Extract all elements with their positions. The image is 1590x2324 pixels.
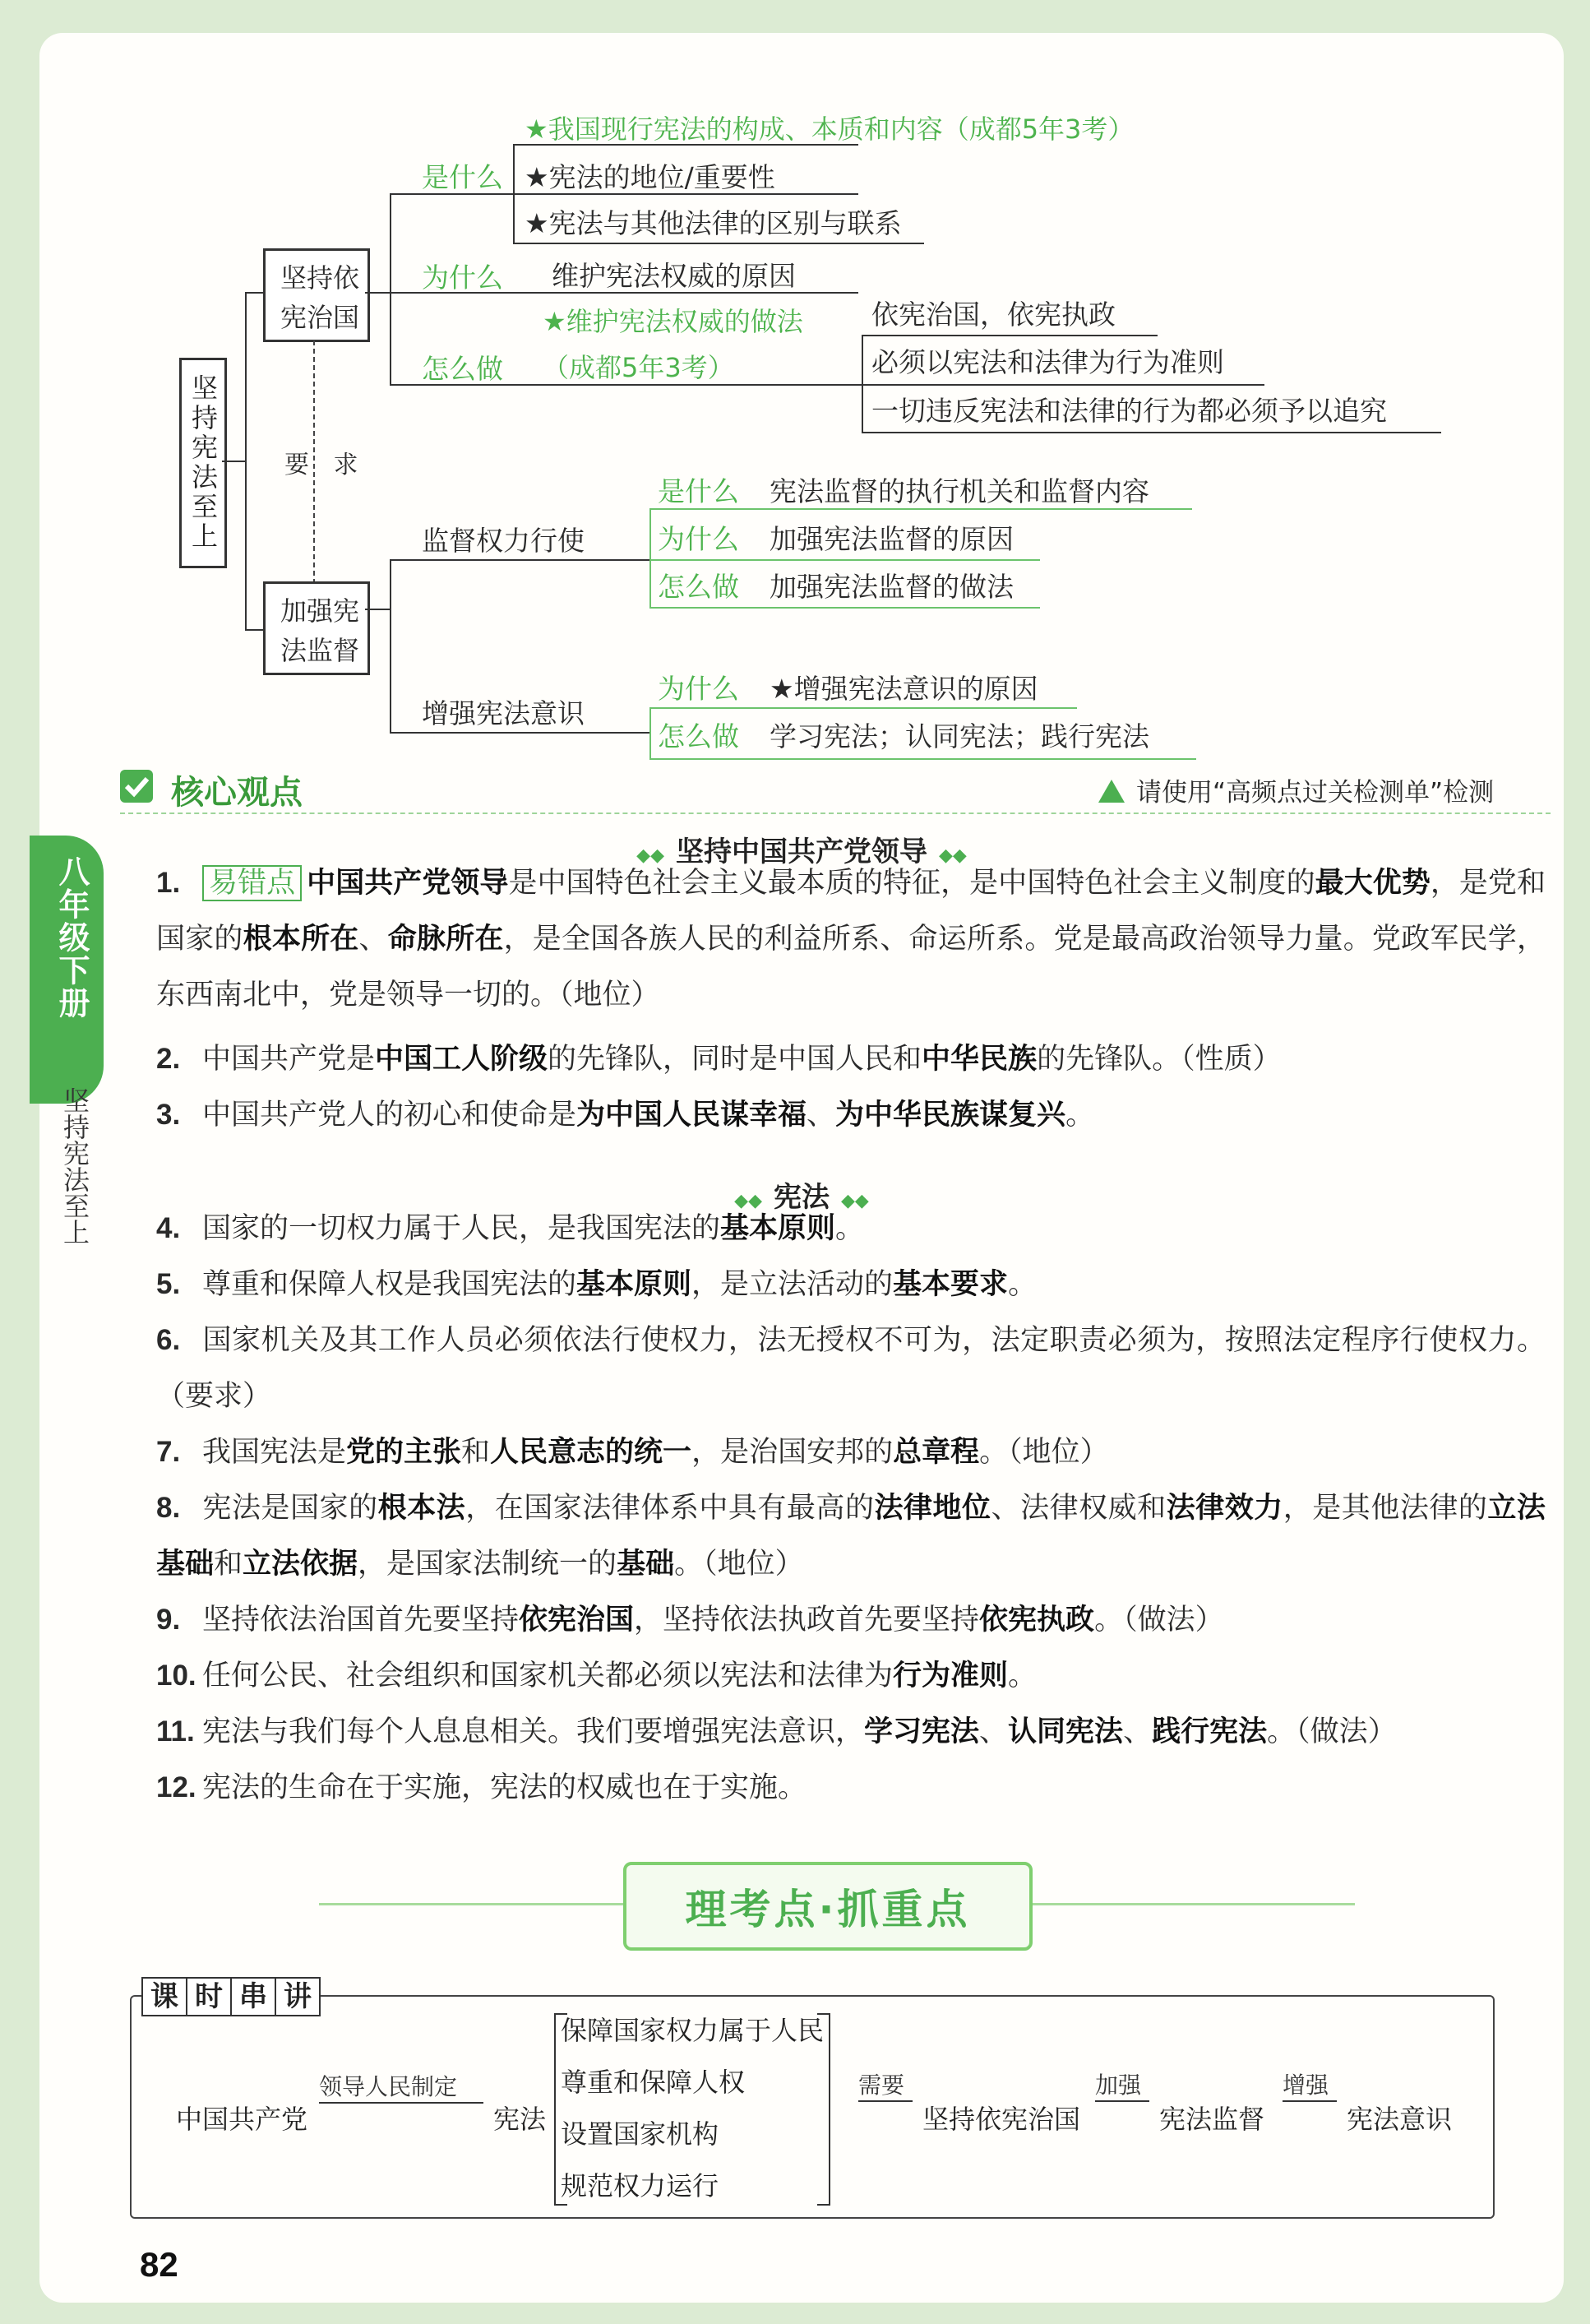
lesson-party: 中国共产党 xyxy=(176,2104,308,2135)
core-item-number: 4. xyxy=(156,1212,181,1244)
lesson-strengthen: 加强 xyxy=(1095,2072,1142,2099)
how-label: 怎么做 xyxy=(422,353,503,385)
error-prone-tag: 易错点 xyxy=(202,865,302,901)
text-span: 尊重和保障人权是我国宪法的 xyxy=(202,1268,577,1301)
lesson-awareness: 宪法意识 xyxy=(1347,2104,1453,2135)
text-span: 和 xyxy=(461,1436,491,1469)
text-span: 宪法是国家的 xyxy=(202,1492,378,1525)
keyword: 最大优势 xyxy=(1315,867,1431,900)
core-header xyxy=(120,765,1551,814)
how-item-3: 一切违反宪法和法律的行为都必须予以追究 xyxy=(871,395,1387,427)
core-item-number: 6. xyxy=(156,1324,181,1356)
text-span: 、 xyxy=(979,1715,1009,1748)
keyword: 总章程 xyxy=(893,1436,980,1469)
lesson-item-2: 尊重和保障人权 xyxy=(561,2067,746,2098)
keyword: 中国工人阶级 xyxy=(375,1043,548,1076)
core-item xyxy=(156,855,1546,1023)
keyword: 法律地位 xyxy=(874,1492,991,1525)
warning-icon xyxy=(1098,780,1125,803)
how-sub2: （成都5年3考） xyxy=(543,352,734,383)
keyword: 学习宪法 xyxy=(864,1715,980,1748)
keyword: 中国共产党领导 xyxy=(307,867,509,900)
what-item-2: ★宪法的地位/重要性 xyxy=(525,161,775,193)
why-item: 维护宪法权威的原因 xyxy=(552,260,796,292)
text-span: 宪法的生命在于实施，宪法的权威也在于实施。 xyxy=(202,1771,807,1804)
text-span: ，是党和国家的 xyxy=(156,867,1546,956)
core-item-number: 1. xyxy=(156,867,181,899)
core-note: 请使用“高频点过关检测单”检测 xyxy=(1136,778,1495,808)
core-item xyxy=(156,1480,1546,1592)
lesson-item-3: 设置国家机构 xyxy=(561,2118,719,2150)
keyword: 基础 xyxy=(617,1548,675,1581)
section-banner: 理考点·抓重点 xyxy=(623,1862,1033,1951)
sup-why-label: 为什么 xyxy=(658,523,739,555)
keyword: 根本法 xyxy=(377,1492,466,1525)
text-span: 是中国特色社会主义最本质的特征，是中国特色社会主义制度的 xyxy=(508,867,1315,900)
core-item-number: 3. xyxy=(156,1099,181,1131)
core-item xyxy=(156,1312,1546,1424)
text-span: 宪法与我们每个人息息相关。我们要增强宪法意识， xyxy=(202,1715,865,1748)
text-span: 的先锋队，同时是中国人民和 xyxy=(548,1043,922,1076)
text-span: 、 xyxy=(1123,1715,1153,1748)
sup-what-label: 是什么 xyxy=(658,475,739,507)
text-span: 。 xyxy=(1065,1099,1095,1132)
keyword: 践行宪法 xyxy=(1152,1715,1268,1748)
lesson-item-1: 保障国家权力属于人民 xyxy=(561,2015,825,2046)
text-span: 、 xyxy=(358,923,388,956)
text-span: 的先锋队。（性质） xyxy=(1037,1043,1282,1076)
text-span: 和 xyxy=(214,1548,243,1581)
text-span: 、法律权威和 xyxy=(991,1492,1167,1525)
lesson-title-char: 讲 xyxy=(275,1977,321,2016)
lesson-lead: 领导人民制定 xyxy=(319,2073,458,2100)
section-party-leadership: ◆◆ 坚持中国共产党领导 ◆◆ xyxy=(636,836,967,868)
chapter-tab: 坚持宪法至上 xyxy=(59,1087,90,1245)
keyword: 基本要求 xyxy=(893,1268,1009,1301)
aw-how-label: 怎么做 xyxy=(658,720,739,752)
text-span: 。 xyxy=(1008,1268,1038,1301)
sup-what-text: 宪法监督的执行机关和监督内容 xyxy=(770,475,1149,507)
grade-tab: 八年级下册 xyxy=(30,836,104,1104)
text-span: 国家机关及其工作人员必须依法行使权力，法无授权不可为，法定职责必须为，按照法定程序行使权力。（要求） xyxy=(156,1324,1546,1413)
core-item-number: 11. xyxy=(156,1715,195,1748)
core-item xyxy=(156,1648,1546,1704)
keyword: 依宪治国 xyxy=(519,1604,635,1637)
text-span: 。 xyxy=(835,1212,865,1245)
lesson-need: 需要 xyxy=(858,2072,905,2099)
keyword: 行为准则 xyxy=(893,1660,1009,1692)
core-item xyxy=(156,1031,1546,1087)
core-item xyxy=(156,1257,1546,1312)
text-span: 中国共产党人的初心和使命是 xyxy=(202,1099,577,1132)
core-item-number: 9. xyxy=(156,1604,181,1636)
text-span: ，是全国各族人民的利益所系、命运所系。党是最高政治领导力量。党政军民学，东西南北中，党是领导一切的。（地位） xyxy=(156,923,1546,1012)
how-item-1: 依宪治国，依宪执政 xyxy=(871,299,1116,331)
text-span: 。 xyxy=(1008,1660,1038,1692)
text-span: 。（地位） xyxy=(979,1436,1109,1469)
how-sub1: ★维护宪法权威的做法 xyxy=(543,306,803,337)
keyword: 立法依据 xyxy=(243,1548,358,1581)
what-item-1: ★我国现行宪法的构成、本质和内容（成都5年3考） xyxy=(525,113,1135,145)
text-span: ，是立法活动的 xyxy=(691,1268,894,1301)
lesson-supervise: 宪法监督 xyxy=(1159,2104,1265,2135)
keyword: 根本所在 xyxy=(243,923,359,956)
core-item-number: 10. xyxy=(156,1660,196,1692)
branch-enhance-awareness: 增强宪法意识 xyxy=(422,697,585,729)
core-item xyxy=(156,1592,1546,1648)
lesson-title-char: 串 xyxy=(230,1977,276,2016)
lesson-constitution: 宪法 xyxy=(493,2104,547,2135)
text-span: 、 xyxy=(807,1099,836,1132)
keyword: 法律效力 xyxy=(1166,1492,1283,1525)
text-span: 我国宪法是 xyxy=(202,1436,347,1469)
text-span: ，是治国安邦的 xyxy=(691,1436,894,1469)
core-item-number: 5. xyxy=(156,1268,181,1300)
text-span: 国家的一切权力属于人民，是我国宪法的 xyxy=(202,1212,721,1245)
what-label: 是什么 xyxy=(422,161,503,193)
branch-supervise-power: 监督权力行使 xyxy=(422,525,585,557)
text-span: ，是其他法律的 xyxy=(1283,1492,1488,1525)
core-item xyxy=(156,1424,1546,1480)
section-constitution: ◆◆ 宪法 ◆◆ xyxy=(734,1181,869,1214)
keyword: 依宪执政 xyxy=(979,1604,1095,1637)
keyword: 基本原则 xyxy=(576,1268,692,1301)
lesson-enhance: 增强 xyxy=(1283,2072,1329,2099)
aw-why-label: 为什么 xyxy=(658,673,739,705)
why-label: 为什么 xyxy=(422,262,503,294)
text-span: ，在国家法律体系中具有最高的 xyxy=(465,1492,875,1525)
core-item xyxy=(156,1760,1546,1816)
keyword: 党的主张 xyxy=(346,1436,462,1469)
how-item-2: 必须以宪法和法律为行为准则 xyxy=(871,346,1224,378)
core-item-number: 7. xyxy=(156,1436,181,1468)
keyword: 命脉所在 xyxy=(387,923,504,956)
aw-why-text: ★增强宪法意识的原因 xyxy=(770,673,1038,705)
text-span: ，是国家法制统一的 xyxy=(358,1548,617,1581)
lesson-rule: 坚持依宪治国 xyxy=(922,2104,1081,2135)
text-span: 。（做法） xyxy=(1267,1715,1397,1748)
page-number: 82 xyxy=(140,2245,178,2284)
keyword: 人民意志的统一 xyxy=(490,1436,692,1469)
link-label: 要 求 xyxy=(284,451,367,479)
node-rule-by-constitution: 坚持依 宪治国 xyxy=(263,248,370,342)
text-span: 任何公民、社会组织和国家机关都必须以宪法和法律为 xyxy=(202,1660,894,1692)
keyword: 为中华民族谋复兴 xyxy=(835,1099,1066,1132)
what-item-3: ★宪法与其他法律的区别与联系 xyxy=(525,207,902,239)
core-title: 核心观点 xyxy=(171,774,303,812)
node-supervision: 加强宪 法监督 xyxy=(263,581,370,675)
lesson-item-4: 规范权力运行 xyxy=(561,2170,719,2201)
text-span: ，坚持依法执政首先要坚持 xyxy=(634,1604,980,1637)
text-span: 中国共产党是 xyxy=(202,1043,376,1076)
text-span: 。（做法） xyxy=(1094,1604,1224,1637)
core-item xyxy=(156,1201,1546,1257)
keyword: 认同宪法 xyxy=(1008,1715,1124,1748)
page xyxy=(39,33,1564,2303)
core-item-number: 8. xyxy=(156,1492,181,1524)
core-item xyxy=(156,1087,1546,1143)
keyword: 中华民族 xyxy=(922,1043,1038,1076)
check-icon xyxy=(120,770,153,803)
keyword: 基本原则 xyxy=(720,1212,836,1245)
core-item-number: 12. xyxy=(156,1771,196,1803)
text-span: 。（地位） xyxy=(674,1548,804,1581)
sup-how-label: 怎么做 xyxy=(658,571,739,603)
core-item xyxy=(156,1704,1546,1760)
keyword: 立法基础 xyxy=(156,1492,1546,1581)
lesson-title-char: 课 xyxy=(141,1977,187,2016)
keyword: 为中国人民谋幸福 xyxy=(576,1099,807,1132)
text-span: 坚持依法治国首先要坚持 xyxy=(202,1604,520,1637)
mindmap-root: 坚持宪法至上 xyxy=(179,358,227,568)
sup-why-text: 加强宪法监督的原因 xyxy=(770,523,1014,555)
lesson-title-char: 时 xyxy=(186,1977,232,2016)
aw-how-text: 学习宪法；认同宪法；践行宪法 xyxy=(770,720,1149,752)
core-item-number: 2. xyxy=(156,1043,181,1075)
sup-how-text: 加强宪法监督的做法 xyxy=(770,571,1014,603)
